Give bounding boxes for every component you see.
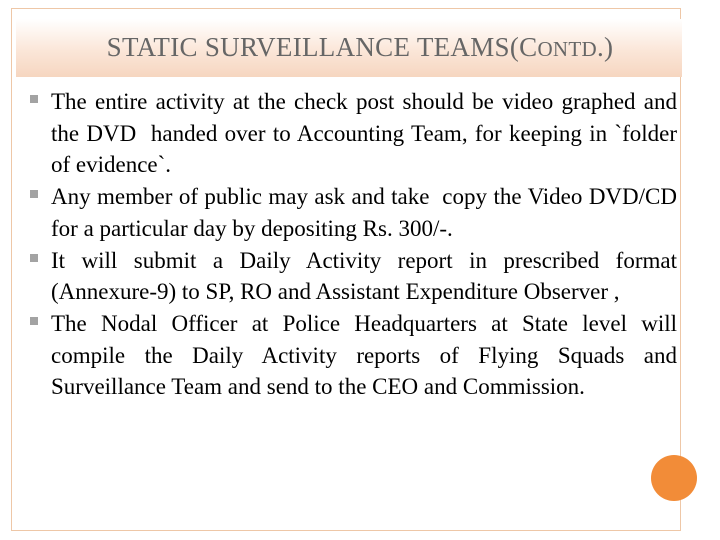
square-bullet-icon (30, 254, 38, 262)
bullet-text: It will submit a Daily Activity report in prescribed format (Annexure-9) to SP, RO and Assistant Expenditure Observer , (51, 247, 683, 305)
orange-circle-decoration (651, 455, 697, 501)
bullet-text: Any member of public may ask and take copy the Video DVD/CD for a particular day by depositing Rs. 300/-. (51, 184, 683, 241)
bullet-list (27, 86, 683, 403)
bullet-item (27, 308, 683, 403)
bullet-text: The Nodal Officer at Police Headquarters at State level will compile the Daily Activity reports of Flying Squads and Surveillance Team and send to the CEO and Commission. (51, 310, 683, 400)
bullet-item (27, 245, 683, 308)
title-smallcaps-text: ONTD (537, 37, 597, 61)
square-bullet-icon (30, 317, 38, 325)
bullet-item (27, 86, 683, 181)
title-main-text: STATIC SURVEILLANCE TEAMS(C (106, 32, 538, 62)
bullet-item (27, 181, 683, 244)
slide-title (0, 30, 720, 66)
square-bullet-icon (30, 95, 38, 103)
bullet-text: The entire activity at the check post should be video graphed and the DVD handed over to Accounting Team, for keeping in `folder of evidence`. (51, 89, 683, 178)
title-end-text: .) (596, 32, 614, 62)
square-bullet-icon (30, 190, 38, 198)
